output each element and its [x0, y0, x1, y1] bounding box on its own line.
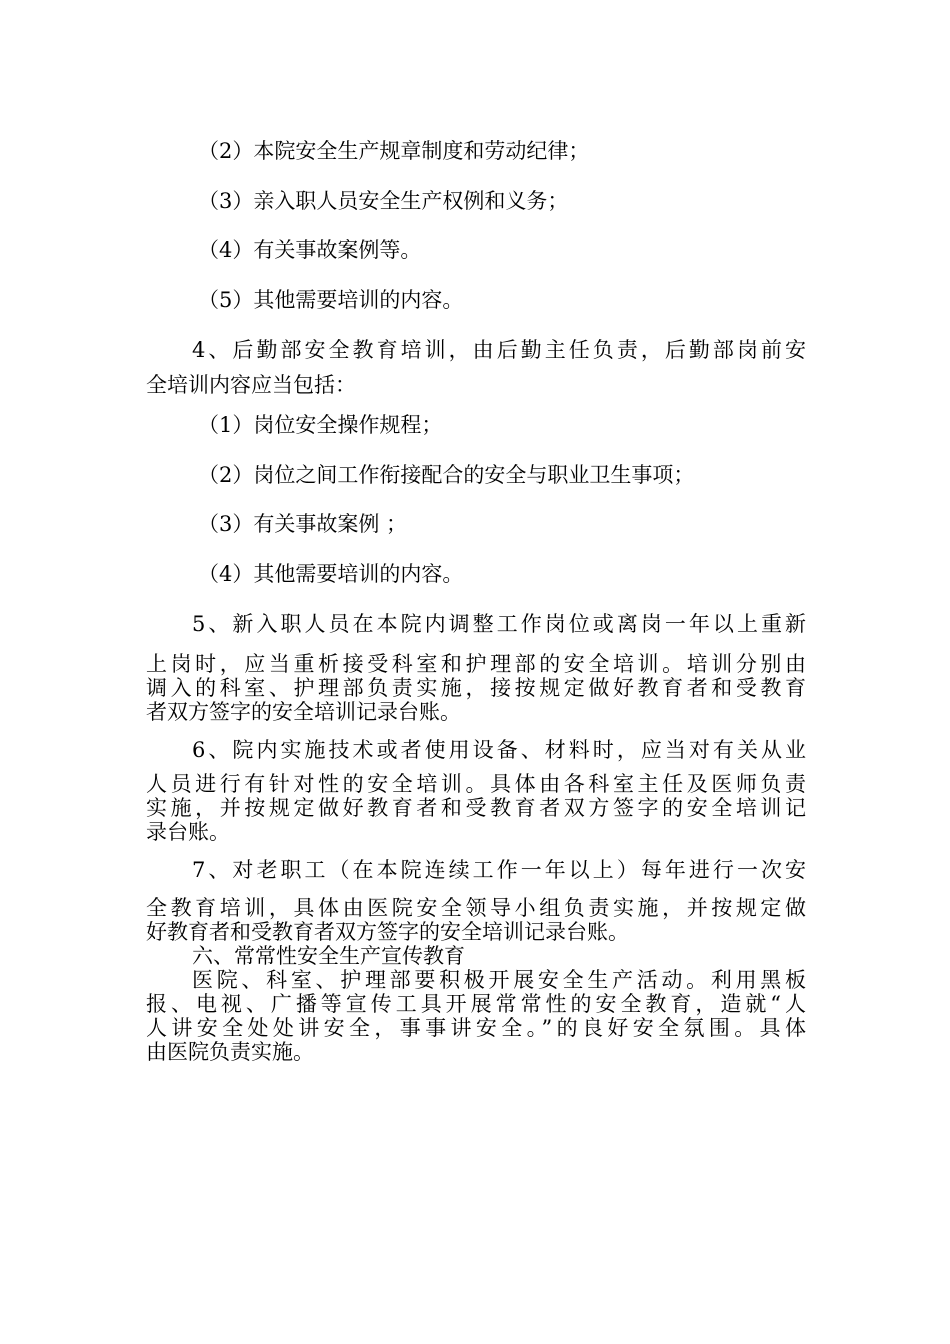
paragraph-7-line-2: 全教育培训，具体由医院安全领导小组负责实施，并按规定做 [146, 896, 806, 920]
list-item-5-other: （5）其他需要培训的内容。 [198, 288, 464, 312]
list-item-3-cases: （3）有关事故案例 ； [198, 512, 408, 536]
paragraph-5-line-4: 者双方签字的安全培训记录台账。 [146, 700, 461, 724]
paragraph-6-line-2: 人员进行有针对性的安全培训。具体由各科室主任及医师负责 [146, 772, 806, 796]
list-item-3-rights: （3）亲入职人员安全生产权例和义务； [198, 189, 569, 213]
paragraph-7-line-1: 7、对老职工（在本院连续工作一年以上）每年进行一次安 [192, 858, 806, 882]
list-item-4-other: （4）其他需要培训的内容。 [198, 562, 464, 586]
paragraph-5-line-1: 5、新入职人员在本院内调整工作岗位或离岗一年以上重新 [192, 612, 806, 636]
paragraph-6-line-1: 6、院内实施技术或者使用设备、材料时，应当对有关从业 [192, 738, 806, 762]
paragraph-7-line-3: 好教育者和受教育者双方签字的安全培训记录台账。 [146, 920, 629, 944]
list-item-1-procedures: （1）岗位安全操作规程； [198, 413, 443, 437]
paragraph-5-line-3: 调入的科室、护理部负责实施，接按规定做好教育者和受教育 [146, 676, 806, 700]
section-6-heading: 六、常常性安全生产宣传教育 [192, 944, 465, 968]
list-item-4-cases: （4）有关事故案例等。 [198, 238, 422, 262]
section-6-paragraph-line-1: 医院、科室、护理部要积极开展安全生产活动。利用黑板 [192, 968, 806, 992]
paragraph-4-line-1: 4、后勤部安全教育培训，由后勤主任负责，后勤部岗前安 [192, 338, 806, 362]
section-6-paragraph-line-4: 由医院负责实施。 [146, 1040, 314, 1064]
paragraph-4-line-2: 全培训内容应当包括： [146, 373, 356, 397]
list-item-2-coordination: （2）岗位之间工作衔接配合的安全与职业卫生事项； [198, 463, 695, 487]
paragraph-6-line-3: 实施，并按规定做好教育者和受教育者双方签字的安全培训记 [146, 796, 806, 820]
list-item-2-rules: （2）本院安全生产规章制度和劳动纪律； [198, 139, 590, 163]
section-6-paragraph-line-2: 报、电视、广播等宣传工具开展常常性的安全教育，造就“人 [146, 992, 806, 1016]
paragraph-6-line-4: 录台账。 [146, 820, 230, 844]
section-6-paragraph-line-3: 人讲安全处处讲安全，事事讲安全。”的良好安全氛围。具体 [146, 1016, 806, 1040]
paragraph-5-line-2: 上岗时，应当重析接受科室和护理部的安全培训。培训分别由 [146, 652, 806, 676]
